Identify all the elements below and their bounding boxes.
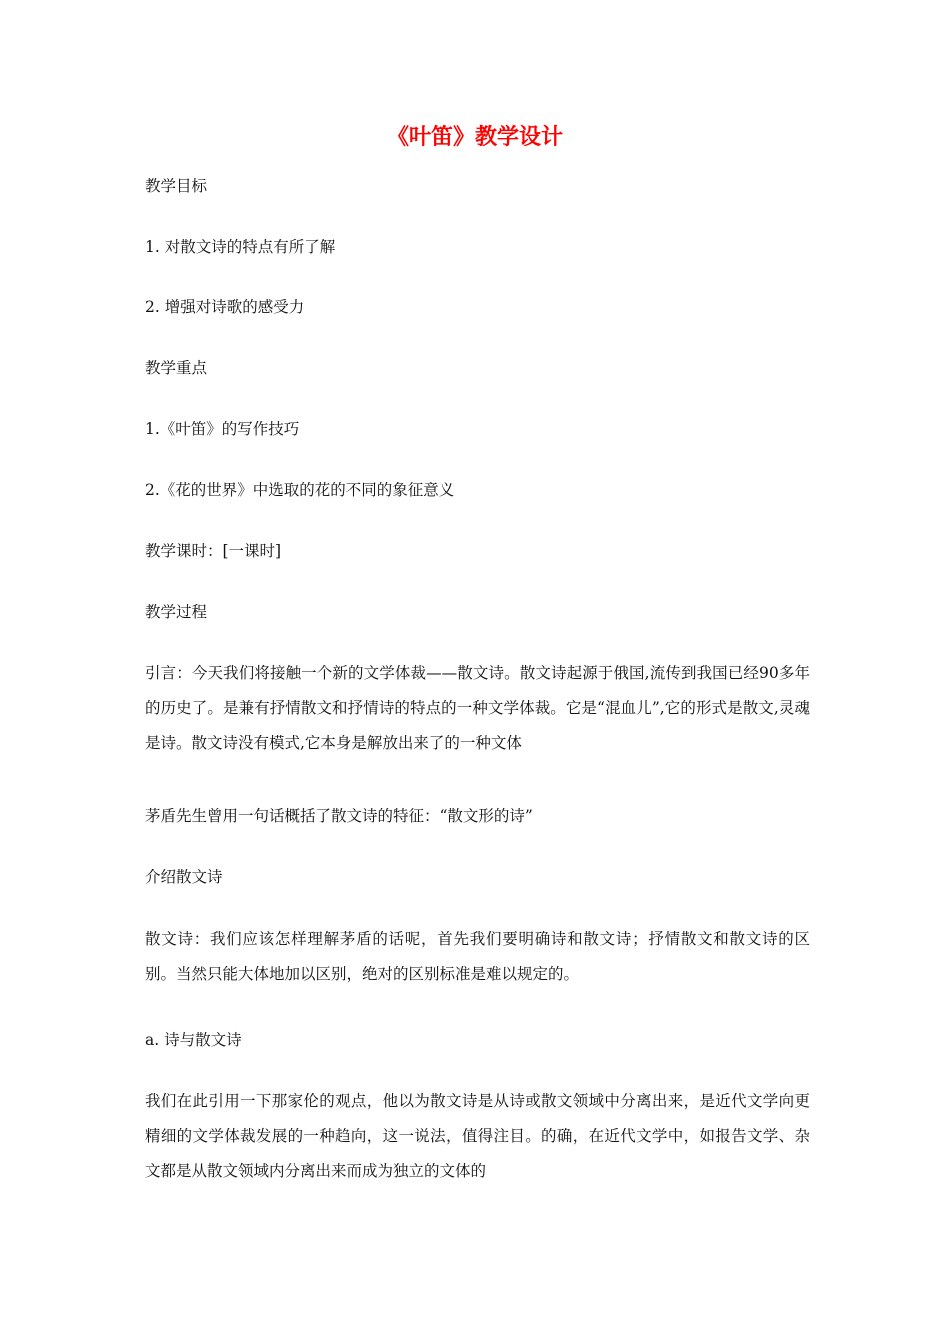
document-title: 《叶笛》教学设计 <box>386 124 563 150</box>
heading-teaching-goals: 教学目标 <box>145 177 208 195</box>
subheading-poetry-vs-prose-poetry: a. 诗与散文诗 <box>145 1031 242 1049</box>
introduction-paragraph: 引言：今天我们将接触一个新的文学体裁——散文诗。散文诗起源于俄国,流传到我国已经90多年的历史了。是兼有抒情散文和抒情诗的特点的一种文学体裁。它是“混血儿”,它的形式是散文,灵魂是诗。散文诗没有模式,它本身是解放出来了的一种文体 <box>145 664 810 752</box>
goal-item-2: 2. 增强对诗歌的感受力 <box>145 298 305 316</box>
goal-item-1: 1. 对散文诗的特点有所了解 <box>145 238 336 256</box>
maodun-quote: 茅盾先生曾用一句话概括了散文诗的特征：“散文形的诗” <box>145 807 533 825</box>
prose-poetry-paragraph: 散文诗：我们应该怎样理解茅盾的话呢，首先我们要明确诗和散文诗；抒情散文和散文诗的区别。当然只能大体地加以区别，绝对的区别标准是难以规定的。 <box>145 930 810 983</box>
nalun-paragraph: 我们在此引用一下那家伦的观点，他以为散文诗是从诗或散文领域中分离出来，是近代文学向更精细的文学体裁发展的一种趋向，这一说法，值得注目。的确，在近代文学中，如报告文学、杂文都是从散文领域内分离出来而成为独立的文体的 <box>145 1092 810 1180</box>
heading-introduce-prose-poetry: 介绍散文诗 <box>145 868 223 886</box>
key-point-2: 2.《花的世界》中选取的花的不同的象征意义 <box>145 481 455 499</box>
heading-teaching-process: 教学过程 <box>145 603 208 621</box>
heading-key-points: 教学重点 <box>145 359 208 377</box>
key-point-1: 1.《叶笛》的写作技巧 <box>145 420 300 438</box>
class-hours: 教学课时：[一课时] <box>145 542 282 560</box>
